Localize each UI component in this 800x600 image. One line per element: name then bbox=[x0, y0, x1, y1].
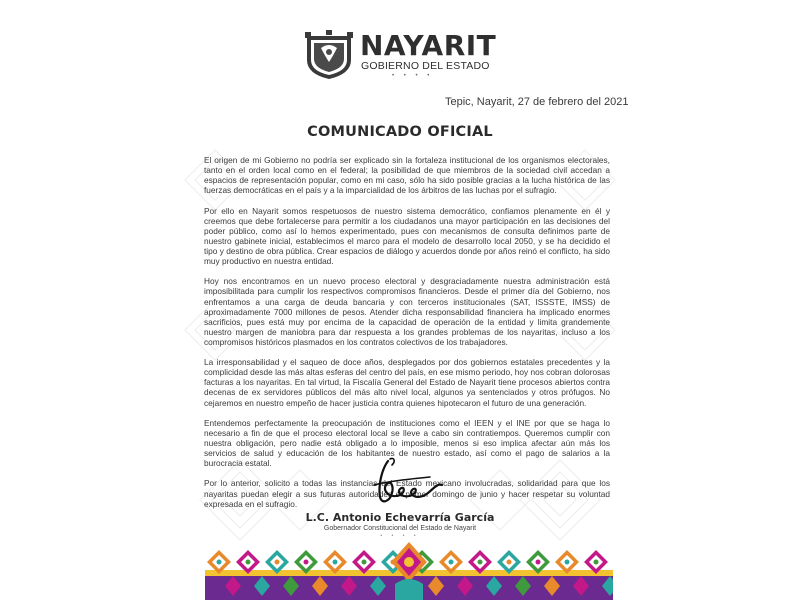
signer-name: L.C. Antonio Echevarría García bbox=[305, 511, 495, 524]
paragraph: Entendemos perfectamente la preocupación de instituciones como el IEEN y el INE por que se haga lo necesario a fin de que el proceso electoral local se lleve a cabo sin contratiempos. Queremos cumplir con nuestra obligación, pero nadie está obligado a lo imposible, menos si eso implica afectar aún más los servicios de salud y educación de los habitantes de nuestro estado, así como el pago de salarios a la burocracia estatal. bbox=[204, 417, 610, 469]
document-title: COMUNICADO OFICIAL bbox=[307, 124, 493, 140]
signer-title: Gobernador Constitucional del Estado de Nayarit bbox=[323, 525, 477, 532]
brand-subtitle: GOBIERNO DEL ESTADO bbox=[361, 60, 490, 72]
paragraph: El origen de mi Gobierno no podría ser explicado sin la fortaleza institucional de los organismos electorales, tanto en el orden local como en el federal; la posibilidad de que miembros de la sociedad civil accedan a espacios de representación popular, como en mi caso, sólo ha sido posible gracias a la lucha histórica de las fuerzas democráticas en el país y a la imparcialidad de los árbitros de las luchas por el sufragio. bbox=[204, 155, 610, 196]
signer-dots: • • • • bbox=[380, 533, 420, 539]
paragraph: Por ello en Nayarit somos respetuosos de nuestro sistema democrático, confiamos plenamente en él y creemos que debe fortalecerse para permitir a los ciudadanos una mayor participación en las decisiones del poder público, como así lo hemos experimentado, pues con mecanismos de consulta definimos parte de nuestro gabinete inicial, establecimos el marco para el modelo de desarrollo local 2050, y se ha decidido el tipo y destino de obra pública. Crear espacios de diálogo y acuerdos donde por años reinó el conflicto, ha sido muy productivo en nuestra entidad. bbox=[204, 205, 610, 267]
handwritten-signature bbox=[360, 455, 450, 510]
date-line: Tepic, Nayarit, 27 de febrero del 2021 bbox=[445, 96, 629, 108]
decorative-footer-band bbox=[205, 540, 613, 600]
paragraph: Hoy nos encontramos en un nuevo proceso electoral y desgraciadamente nuestra administración está imposibilitada para cumplir los respectivos compromisos financieros. Desde el primer día del Gobierno, nos enfrentamos a una carga de deuda bancaria y con terceros institucionales (SAT, ISSSTE, IMSS) de aproximadamente 7000 millones de pesos. Atender dicha responsabilidad financiera ha implicado enormes sacrificios, pues está muy por encima de la capacidad de operación de la entidad y limita grandemente nuestro margen de maniobra para dar respuesta a los grandes problemas de los nayaritas, incluso a los compromisos históricos plasmados en los contratos colectivos de los trabajadores. bbox=[204, 276, 610, 347]
brand-dots: • • • • bbox=[392, 73, 434, 79]
state-emblem-icon bbox=[303, 30, 355, 80]
header bbox=[0, 0, 800, 80]
brand-name: NAYARIT bbox=[360, 29, 497, 62]
paragraph: Por lo anterior, solicito a todas las instancias del Estado mexicano involucradas, solidaridad para que los nayaritas puedan elegir a sus futuras autoridades el primer domingo de junio y hacer respetar su voluntad expresada en el sufragio. bbox=[204, 478, 610, 509]
paragraph: La irresponsabilidad y el saqueo de doce años, desplegados por dos gobiernos estatales precedentes y la complicidad desde las más altas esferas del centro del país, en ese mismo periodo, hoy nos cobran dolorosas facturas a los nayaritas. En tal virtud, la Fiscalía General del Estado de Nayarit tiene procesos abiertos contra decenas de ex servidores públicos del más alto nivel local, algunos ya sentenciados y otros prófugos. No cejaremos en nuestro empeño de hacer justicia contra quienes hipotecaron el futuro de una generación. bbox=[204, 357, 610, 408]
